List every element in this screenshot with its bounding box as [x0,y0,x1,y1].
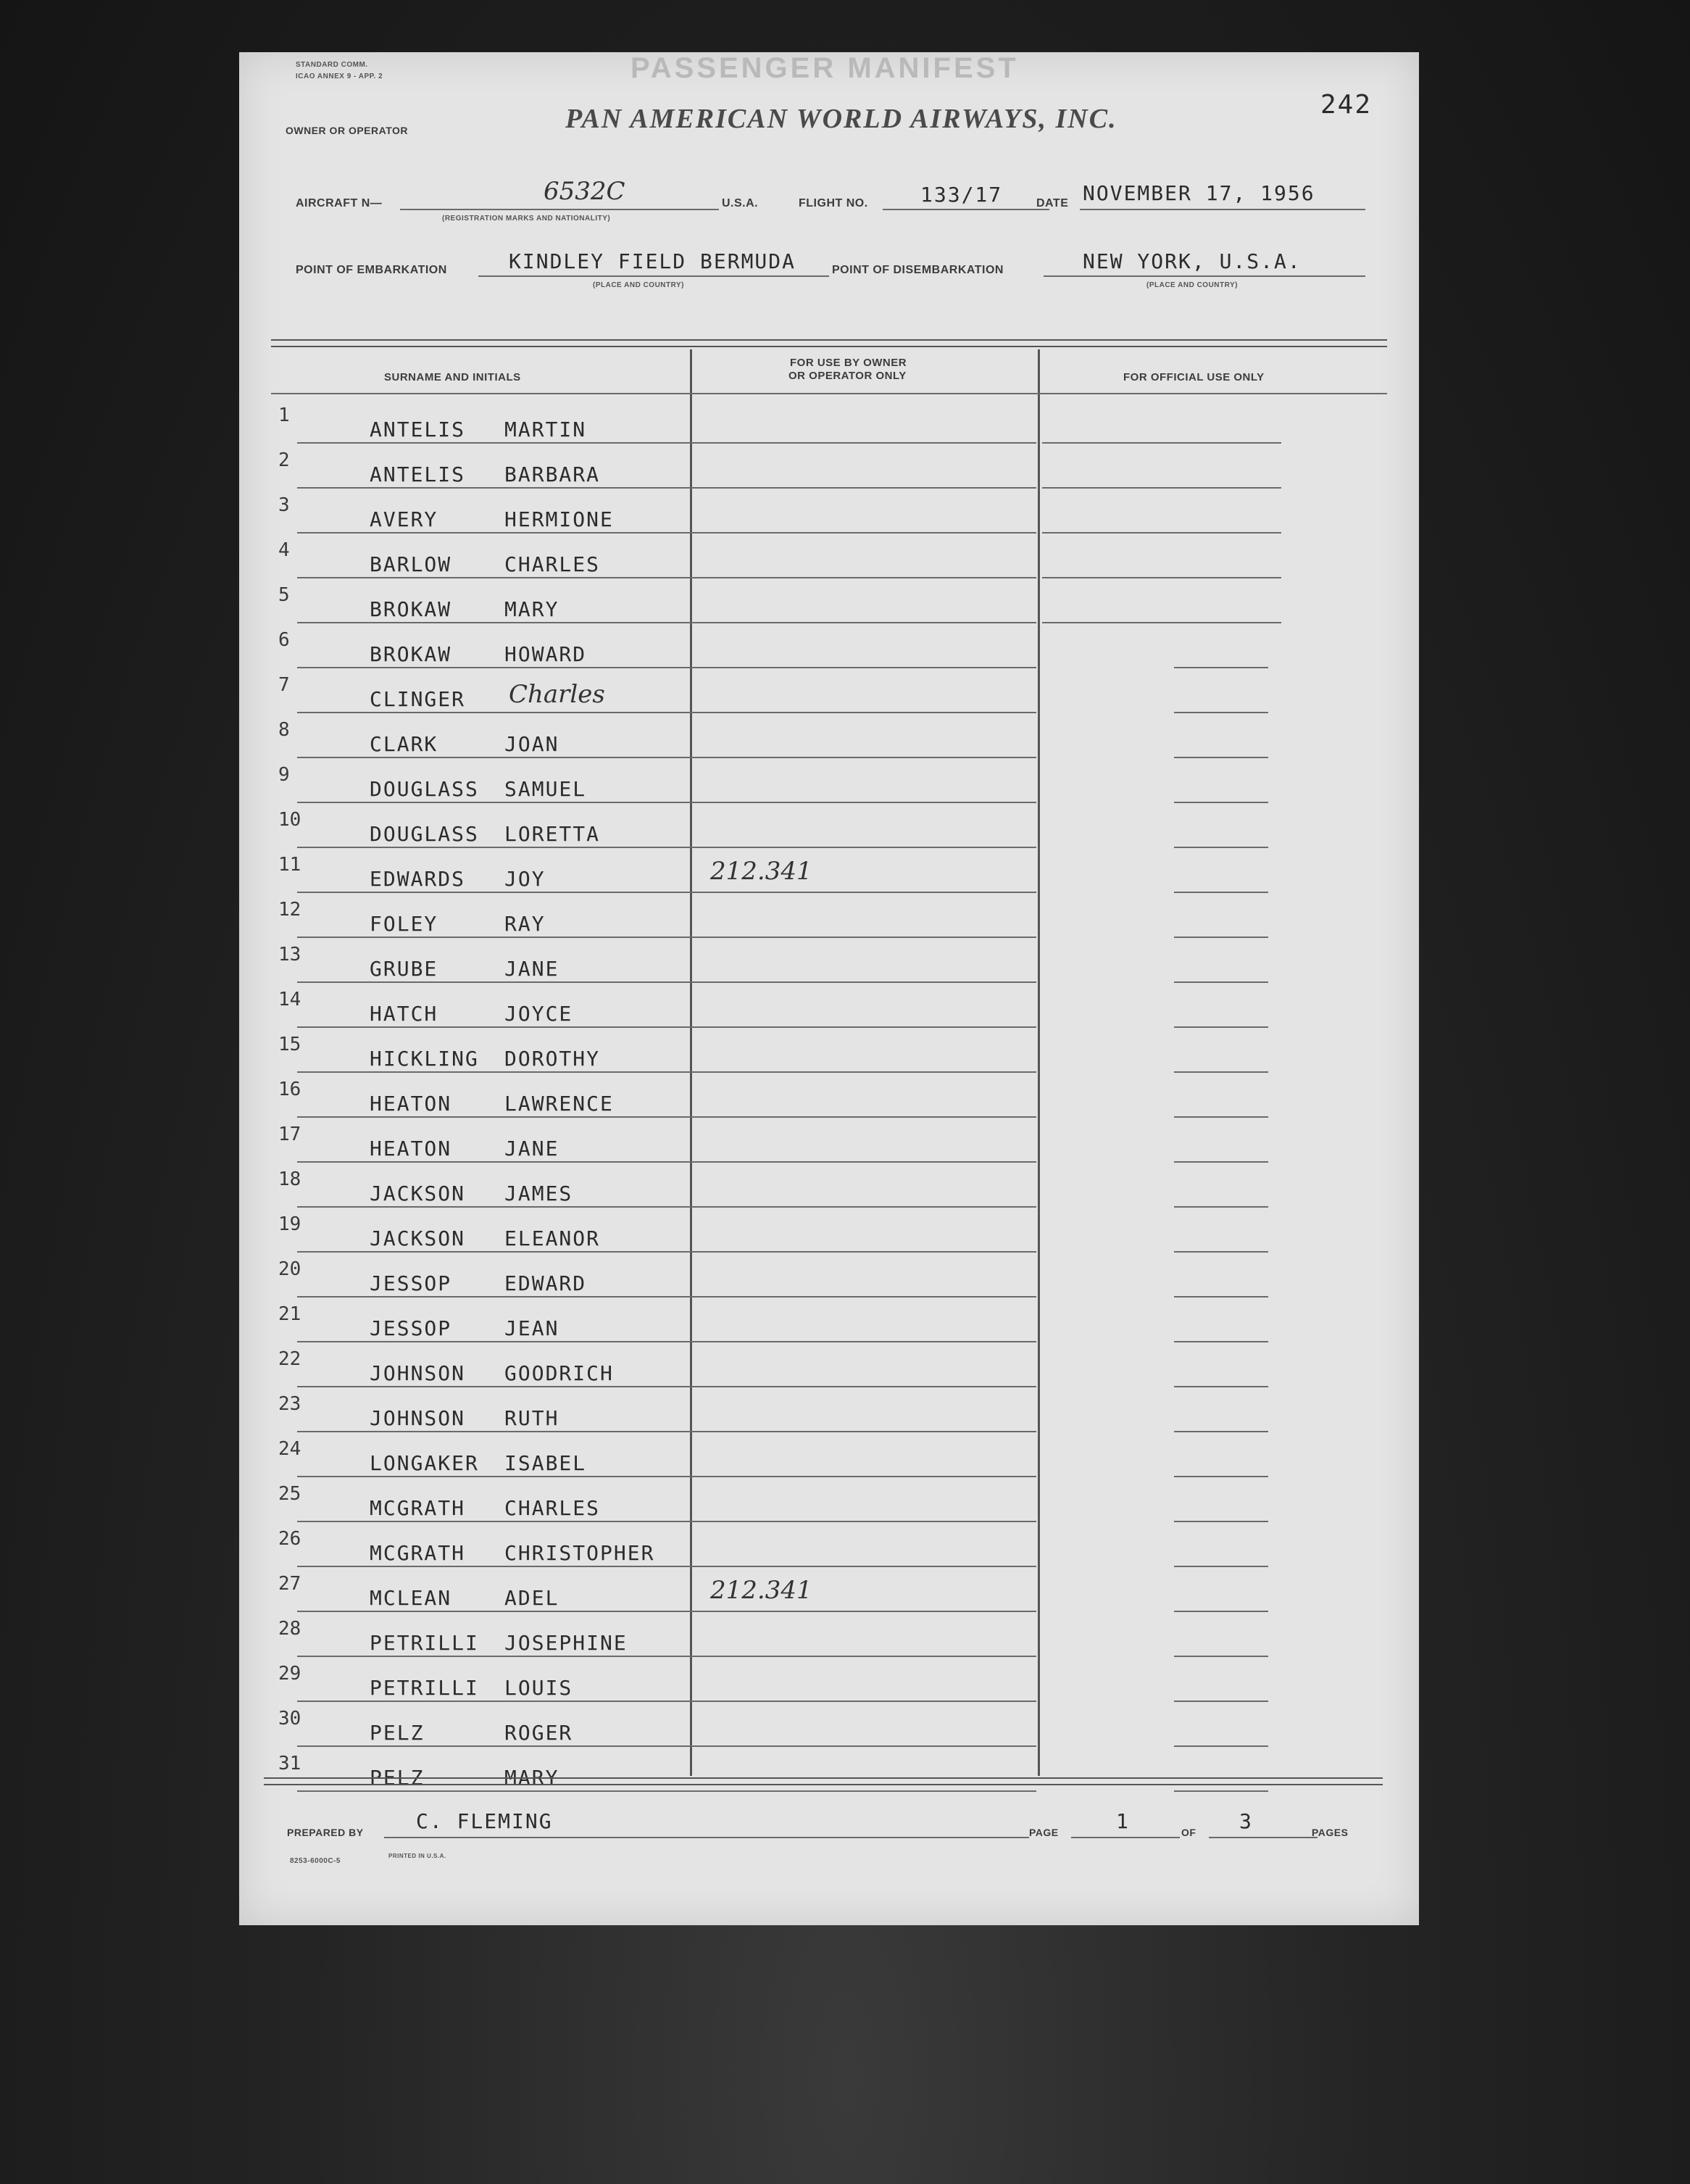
passenger-surname: CLARK [370,732,438,756]
row-rule [297,1476,1036,1477]
official-rule [1174,1790,1268,1792]
passenger-row [239,1393,1419,1438]
row-rule [297,577,1036,578]
official-rule [1174,1656,1268,1657]
row-number: 13 [278,944,301,966]
aircraft-underline [400,209,719,210]
passenger-surname: LONGAKER [370,1451,479,1475]
table-bottom-rule [264,1777,1383,1785]
passenger-surname: CLINGER [370,687,466,711]
passenger-surname: HEATON [370,1137,452,1160]
passenger-row [239,1618,1419,1663]
passenger-row [239,989,1419,1034]
row-number: 7 [278,674,290,696]
row-rule [297,1745,1036,1747]
row-number: 19 [278,1213,301,1235]
official-rule [1174,1116,1268,1118]
passenger-row [239,1483,1419,1528]
row-number: 11 [278,854,301,876]
disembark-value: NEW YORK, U.S.A. [1083,249,1302,273]
passenger-surname: JACKSON [370,1226,466,1250]
form-code: ICAO ANNEX 9 - APP. 2 [296,72,383,80]
passenger-surname: BARLOW [370,552,452,576]
row-number: 24 [278,1438,301,1460]
official-rule [1174,1701,1268,1702]
passenger-given-name: CHARLES [504,552,601,576]
passenger-surname: PETRILLI [370,1676,479,1700]
disembark-caption: (PLACE AND COUNTRY) [1146,281,1238,289]
passenger-given-name: MARTIN [504,418,587,441]
passenger-given-name: ADEL [504,1586,559,1610]
page-label: PAGE [1029,1827,1059,1838]
official-rule [1042,487,1281,489]
row-number: 27 [278,1573,301,1595]
row-rule [297,487,1036,489]
form-code: STANDARD COMM. [296,61,368,69]
row-number: 9 [278,764,290,786]
passenger-given-name: JOSEPHINE [504,1631,628,1655]
column-header-owner: FOR USE BY OWNER [790,357,907,369]
disembark-label: POINT OF DISEMBARKATION [832,264,1004,276]
official-rule [1174,1431,1268,1432]
passenger-surname: AVERY [370,507,438,531]
page-title: PASSENGER MANIFEST [630,52,1019,84]
passenger-surname: ANTELIS [370,418,466,441]
row-rule [297,981,1036,983]
official-rule [1174,1521,1268,1522]
passenger-row [239,1258,1419,1303]
row-rule [297,1251,1036,1253]
passenger-row [239,1348,1419,1393]
row-rule [297,667,1036,668]
passenger-surname: JESSOP [370,1316,452,1340]
passenger-row [239,449,1419,494]
official-rule [1042,442,1281,444]
passenger-surname: HEATON [370,1092,452,1116]
passenger-given-name: Charles [509,680,605,709]
passenger-surname: BROKAW [370,642,452,666]
table-top-rule [271,339,1387,347]
passenger-given-name: CHARLES [504,1496,601,1520]
row-number: 4 [278,539,290,561]
row-rule [297,442,1036,444]
row-rule [297,1611,1036,1612]
row-rule [297,1206,1036,1208]
of-label: OF [1181,1827,1196,1838]
column-header-owner: OR OPERATOR ONLY [788,370,907,382]
passenger-row [239,584,1419,629]
page-underline [1071,1837,1180,1838]
passenger-row [239,1303,1419,1348]
row-number: 25 [278,1483,301,1505]
official-rule [1042,532,1281,533]
row-number: 2 [278,449,290,471]
row-number: 8 [278,719,290,741]
passenger-surname: JOHNSON [370,1361,466,1385]
row-rule [297,892,1036,893]
passenger-row [239,854,1419,899]
passenger-given-name: GOODRICH [504,1361,614,1385]
passenger-row [239,1708,1419,1753]
passenger-surname: MCGRATH [370,1496,466,1520]
passenger-given-name: RAY [504,912,546,936]
official-rule [1174,1071,1268,1073]
passenger-given-name: ISABEL [504,1451,587,1475]
passenger-given-name: LOUIS [504,1676,573,1700]
official-rule [1174,937,1268,938]
row-number: 30 [278,1708,301,1730]
passenger-row [239,404,1419,449]
row-number: 29 [278,1663,301,1685]
official-rule [1042,622,1281,623]
passenger-given-name: CHRISTOPHER [504,1541,655,1565]
disembark-underline [1044,275,1365,277]
row-rule [297,622,1036,623]
passenger-surname: FOLEY [370,912,438,936]
passenger-surname: JACKSON [370,1182,466,1205]
pages-value: 3 [1239,1809,1253,1833]
prepared-underline [384,1837,1029,1838]
passenger-row [239,899,1419,944]
column-header-rule [271,393,1387,394]
row-number: 16 [278,1079,301,1100]
official-rule [1174,1476,1268,1477]
passenger-given-name: JOYCE [504,1002,573,1026]
embark-caption: (PLACE AND COUNTRY) [593,281,684,289]
row-number: 15 [278,1034,301,1055]
passenger-row [239,1124,1419,1168]
row-number: 28 [278,1618,301,1640]
passenger-surname: MCLEAN [370,1586,452,1610]
form-number: 8253-6000C-5 [290,1857,341,1865]
passenger-row [239,1753,1419,1798]
passenger-given-name: EDWARD [504,1271,587,1295]
column-header-official: FOR OFFICIAL USE ONLY [1123,371,1265,383]
passenger-given-name: LAWRENCE [504,1092,614,1116]
passenger-given-name: HERMIONE [504,507,614,531]
row-number: 17 [278,1124,301,1145]
passenger-given-name: JANE [504,957,559,981]
passenger-given-name: ELEANOR [504,1226,601,1250]
passenger-row [239,1663,1419,1708]
column-header-name: SURNAME AND INITIALS [384,371,521,383]
passenger-given-name: ROGER [504,1721,573,1745]
row-rule [297,1116,1036,1118]
printed-mark: PRINTED IN U.S.A. [388,1853,446,1859]
pages-label: PAGES [1312,1827,1349,1838]
row-rule [297,1071,1036,1073]
passenger-given-name: DOROTHY [504,1047,601,1071]
date-value: NOVEMBER 17, 1956 [1083,181,1315,205]
passenger-given-name: JEAN [504,1316,559,1340]
row-rule [297,1161,1036,1163]
row-rule [297,847,1036,848]
passenger-given-name: MARY [504,597,559,621]
passenger-row [239,1213,1419,1258]
passenger-surname: GRUBE [370,957,438,981]
aircraft-label: AIRCRAFT N— [296,197,383,209]
passenger-given-name: JANE [504,1137,559,1160]
passenger-surname: HATCH [370,1002,438,1026]
passenger-row [239,1438,1419,1483]
row-number: 10 [278,809,301,831]
official-rule [1174,981,1268,983]
embark-label: POINT OF EMBARKATION [296,264,447,276]
passenger-row [239,809,1419,854]
date-underline [1080,209,1365,210]
page-stamp: 242 [1320,90,1373,120]
passenger-given-name: MARY [504,1766,559,1790]
prepared-label: PREPARED BY [287,1827,364,1838]
row-rule [297,1790,1036,1792]
passenger-given-name: JOY [504,867,546,891]
passenger-given-name: RUTH [504,1406,559,1430]
official-rule [1174,757,1268,758]
row-rule [297,802,1036,803]
official-rule [1174,892,1268,893]
passenger-row [239,944,1419,989]
official-rule [1174,1386,1268,1387]
row-number: 5 [278,584,290,606]
passenger-surname: BROKAW [370,597,452,621]
official-rule [1174,1026,1268,1028]
passenger-given-name: BARBARA [504,462,601,486]
row-rule [297,1521,1036,1522]
passenger-surname: DOUGLASS [370,777,479,801]
row-rule [297,1296,1036,1297]
row-rule [297,1341,1036,1342]
date-label: DATE [1036,197,1069,209]
official-rule [1174,1611,1268,1612]
row-number: 21 [278,1303,301,1325]
owner-note: 212.341 [710,1576,812,1605]
row-number: 23 [278,1393,301,1415]
row-rule [297,712,1036,713]
passenger-surname: ANTELIS [370,462,466,486]
prepared-value: C. FLEMING [416,1809,553,1833]
flight-value: 133/17 [920,183,1003,207]
passenger-surname: EDWARDS [370,867,466,891]
row-rule [297,1026,1036,1028]
passenger-given-name: SAMUEL [504,777,587,801]
owner-note: 212.341 [710,857,812,886]
passenger-row [239,539,1419,584]
row-number: 18 [278,1168,301,1190]
passenger-row [239,629,1419,674]
row-rule [297,1656,1036,1657]
official-rule [1174,847,1268,848]
passenger-row [239,1573,1419,1618]
flight-label: FLIGHT NO. [799,197,868,209]
company-name: PAN AMERICAN WORLD AIRWAYS, INC. [565,104,1117,134]
aircraft-value: 6532C [544,177,625,206]
page-value: 1 [1116,1809,1130,1833]
passenger-surname: DOUGLASS [370,822,479,846]
official-rule [1174,1251,1268,1253]
row-number: 20 [278,1258,301,1280]
official-rule [1174,1161,1268,1163]
row-number: 1 [278,404,290,426]
passenger-given-name: JAMES [504,1182,573,1205]
passenger-row [239,1034,1419,1079]
row-rule [297,937,1036,938]
passenger-row [239,494,1419,539]
flight-underline [883,209,1049,210]
official-rule [1174,1296,1268,1297]
passenger-row [239,674,1419,719]
registration-caption: (REGISTRATION MARKS AND NATIONALITY) [442,215,611,223]
official-rule [1042,577,1281,578]
pages-underline [1209,1837,1318,1838]
row-rule [297,532,1036,533]
embark-underline [478,275,829,277]
passenger-surname: HICKLING [370,1047,479,1071]
official-rule [1174,1566,1268,1567]
owner-label: OWNER OR OPERATOR [286,125,408,136]
official-rule [1174,1341,1268,1342]
row-rule [297,1701,1036,1702]
official-rule [1174,712,1268,713]
passenger-surname: PELZ [370,1766,425,1790]
passenger-row [239,1168,1419,1213]
row-number: 6 [278,629,290,651]
official-rule [1174,1745,1268,1747]
passenger-given-name: LORETTA [504,822,601,846]
passenger-surname: JESSOP [370,1271,452,1295]
passenger-row [239,719,1419,764]
embark-value: KINDLEY FIELD BERMUDA [509,249,796,273]
row-rule [297,1386,1036,1387]
row-rule [297,757,1036,758]
row-rule [297,1566,1036,1567]
passenger-given-name: JOAN [504,732,559,756]
passenger-surname: PETRILLI [370,1631,479,1655]
official-rule [1174,1206,1268,1208]
passenger-surname: JOHNSON [370,1406,466,1430]
passenger-surname: PELZ [370,1721,425,1745]
official-rule [1174,667,1268,668]
passenger-row [239,1079,1419,1124]
row-number: 22 [278,1348,301,1370]
row-number: 3 [278,494,290,516]
row-number: 12 [278,899,301,921]
row-number: 31 [278,1753,301,1774]
row-number: 26 [278,1528,301,1550]
passenger-row [239,1528,1419,1573]
manifest-sheet [239,52,1419,1925]
row-rule [297,1431,1036,1432]
passenger-given-name: HOWARD [504,642,587,666]
passenger-row [239,764,1419,809]
row-number: 14 [278,989,301,1010]
passenger-surname: MCGRATH [370,1541,466,1565]
usa-label: U.S.A. [722,197,759,209]
official-rule [1174,802,1268,803]
